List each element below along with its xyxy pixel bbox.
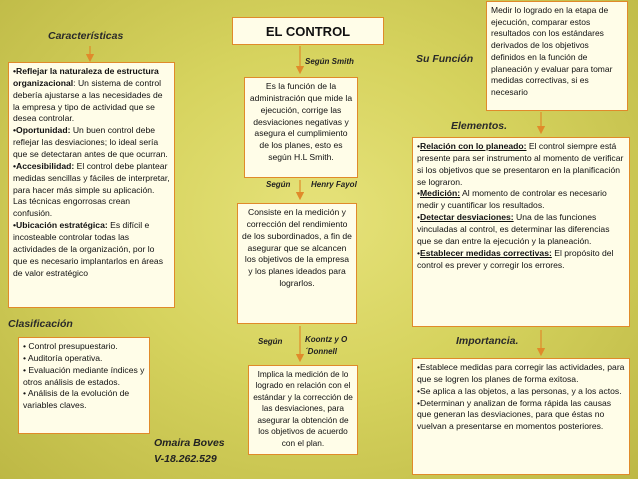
label-segun-2: Según: [258, 337, 283, 346]
author-block: [154, 435, 225, 468]
clasificacion-item: • Evaluación mediante índices y otros análisis de estados.: [23, 364, 145, 387]
author-name: Omaira Boves: [154, 437, 225, 449]
label-koontz: Koontz y O´Donnell: [305, 335, 348, 356]
importancia-box: [412, 358, 630, 475]
page-title: EL CONTROL: [232, 17, 384, 45]
heading-su-funcion: Su Función: [416, 53, 474, 65]
caracteristica-item: •Ubicación estratégica: Es difícil e incosteable controlar todas las actividades de la organización, por lo que es necesario implantarlos en áreas de valor estratégico: [13, 220, 164, 278]
koontz-definition-box: Implica la medición de lo logrado en relación con el estándar y la corrección de las desviaciones, para asegurar la obtención de los objetivos de acuerdo con el plan.: [248, 365, 358, 455]
caracteristicas-box: [8, 62, 175, 308]
importancia-item: •Se aplica a las objetos, a las personas, y a los actos.: [417, 385, 622, 396]
clasificacion-box: [18, 337, 150, 434]
caracteristica-item: •Oportunidad: Un buen control debe reflejar las desviaciones; lo ideal sería que se detectaran antes de que ocurran.: [13, 125, 168, 160]
label-henry-fayol: Henry Fayol: [311, 180, 357, 189]
heading-elementos: Elementos.: [451, 120, 508, 132]
elemento-item: •Establecer medidas correctivas: El propósito del control es prever y corregir los errores.: [417, 247, 614, 270]
fayol-definition-box: Consiste en la medición y corrección del rendimiento de los subordinados, a fin de asegurar que se alcancen los objetivos de la empresa y los planes ideados para lograrlos.: [237, 203, 357, 324]
clasificacion-item: • Auditoría operativa.: [23, 352, 103, 363]
importancia-item: •Determinan y analizan de forma rápida las causas que generan las desviaciones, para que éstas no vuelvan a presentarse en momentos posteriores.: [417, 397, 612, 432]
author-id: V-18.262.529: [154, 453, 217, 466]
elementos-box: [412, 137, 630, 327]
funcion-box: Medir lo logrado en la etapa de ejecución, comparar estos resultados con los estándares derivados de los objetivos definidos en la función de planeación y evaluar para tomar medidas correctivas, si es necesario: [486, 1, 628, 111]
caracteristica-item: •Accesibilidad: El control debe plantear medidas sencillas y fáciles de interpretar, para hacer más simple su aplicación. Las técnicas engorrosas crean confusión.: [13, 160, 170, 219]
label-segun-1: Según: [266, 180, 291, 189]
heading-importancia: Importancia.: [456, 335, 519, 347]
smith-definition-box: Es la función de la administración que mide la ejecución, corrige las desviaciones negativas y asegura el cumplimiento de los planes, esto es según H.L Smith.: [244, 77, 358, 178]
label-segun-smith: Según Smith: [305, 57, 354, 66]
elemento-item: •Detectar desviaciones: Una de las funciones vinculadas al control, es determinar las diferencias que se dan entre la ejecución y la planeación.: [417, 212, 610, 246]
elemento-item: •Medición: Al momento de controlar es necesario medir y cuantificar los resultados.: [417, 188, 607, 211]
heading-clasificacion: Clasificación: [8, 318, 73, 330]
clasificacion-item: • Control presupuestario.: [23, 341, 118, 351]
clasificacion-item: • Análisis de la evolución de variables claves.: [23, 388, 130, 411]
elemento-item: •Relación con lo planeado: El control siempre está presente para ser instrumento al momento de verificar si los objetivos que se presentaron en la planificación se lograron.: [417, 141, 624, 187]
caracteristica-item: •Reflejar la naturaleza de estructura organizacional: Un sistema de control debería ajustarse a las necesidades de la empresa y tipo de actividad que se desea controlar.: [13, 66, 163, 124]
heading-caracteristicas: Características: [48, 30, 124, 42]
importancia-item: •Establece medidas para corregir las actividades, para que se logren los planes de forma exitosa.: [417, 362, 625, 384]
